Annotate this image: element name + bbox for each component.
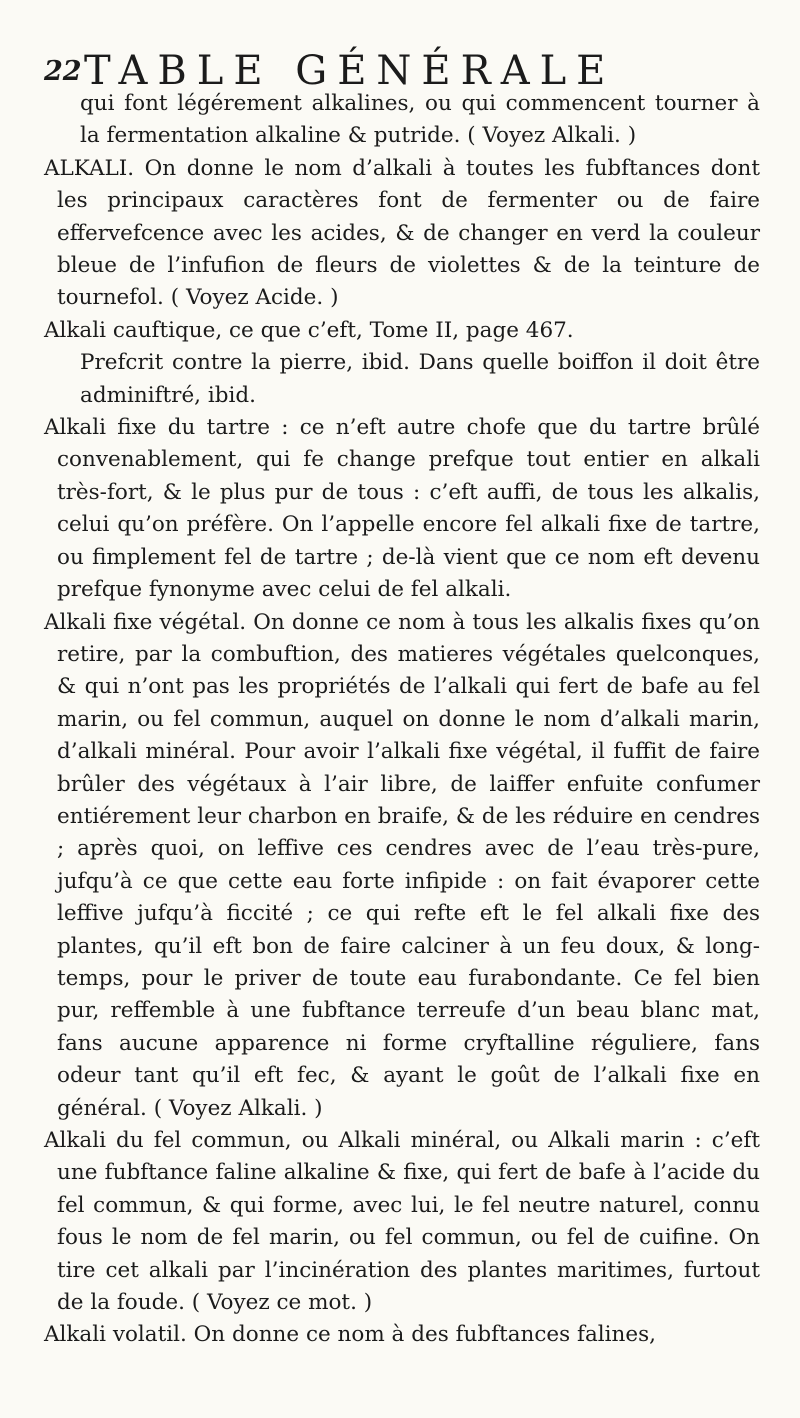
entry-alkali-volatil: Alkali volatil. On donne ce nom à des fubftances falines, <box>44 1322 656 1348</box>
page-body <box>44 88 760 1352</box>
running-head: TABLE GÉNÉRALE <box>84 48 616 94</box>
entry-alkali-fixe-tartre: Alkali fixe du tartre : ce n’eft autre chofe que du tartre brûlé convenablement, qui fe change prefque tout entier en alkali très-fort, & le plus pur de tous : c’eft auffi, de tous les alkalis, celui qu’on préfère. On l’appelle encore fel alkali fixe de tartre, ou fimplement fel de tartre ; de-là vient que ce nom eft devenu prefque fynonyme avec celui de fel alkali. <box>44 415 760 603</box>
paragraph-continuation: qui font légérement alkalines, ou qui commencent tourner à la fermentation alkaline & putride. ( Voyez Alkali. ) <box>80 91 760 149</box>
entry-alkali-fixe-vegetal: Alkali fixe végétal. On donne ce nom à tous les alkalis fixes qu’on retire, par la combuftion, des matieres végétales quelconques, & qui n’ont pas les propriétés de l’alkali qui fert de bafe au fel marin, ou fel commun, auquel on donne le nom d’alkali marin, d’alkali minéral. Pour avoir l’alkali fixe végétal, il fuffit de faire brûler des végétaux à l’air libre, de laiffer enfuite confumer entiérement leur charbon en braife, & de les réduire en cendres ; après quoi, on leffive ces cendres avec de l’eau très-pure, jufqu’à ce que cette eau forte infipide : on fait évaporer cette leffive jufqu’à ficcité ; ce qui refte eft le fel alkali fixe des plantes, qu’il eft bon de faire calciner à un feu doux, & long-temps, pour le priver de toute eau furabondante. Ce fel bien pur, reffemble à une fubftance terreufe d’un beau blanc mat, fans aucune apparence ni forme cryftalline réguliere, fans odeur tant qu’il eft fec, & ayant le goût de l’alkali fixe en général. ( Voyez Alkali. ) <box>44 609 760 1121</box>
page-header <box>44 26 760 94</box>
page-number: 22 <box>44 56 82 87</box>
entry-alkali-sel-commun: Alkali du fel commun, ou Alkali minéral, ou Alkali marin : c’eft une fubftance faline alkaline & fixe, qui fert de bafe à l’acide du fel commun, & qui forme, avec lui, le fel neutre naturel, connu fous le nom de fel marin, ou fel commun, ou fel de cuifine. On tire cet alkali par l’incinération des plantes maritimes, furtout de la foude. ( Voyez ce mot. ) <box>44 1128 760 1316</box>
subentry-prescrit: Prefcrit contre la pierre, ibid. Dans quelle boiffon il doit être adminiftré, ibid. <box>80 350 760 408</box>
entry-alkali-caustique: Alkali cauftique, ce que c’eft, Tome II, page 467. <box>44 317 574 343</box>
entry-alkali: ALKALI. On donne le nom d’alkali à toutes les fubftances dont les principaux caractères font de fermenter ou de faire effervefcence avec les acides, & de changer en verd la couleur bleue de l’infufion de fleurs de violettes & de la teinture de tournefol. ( Voyez Acide. ) <box>44 155 760 311</box>
